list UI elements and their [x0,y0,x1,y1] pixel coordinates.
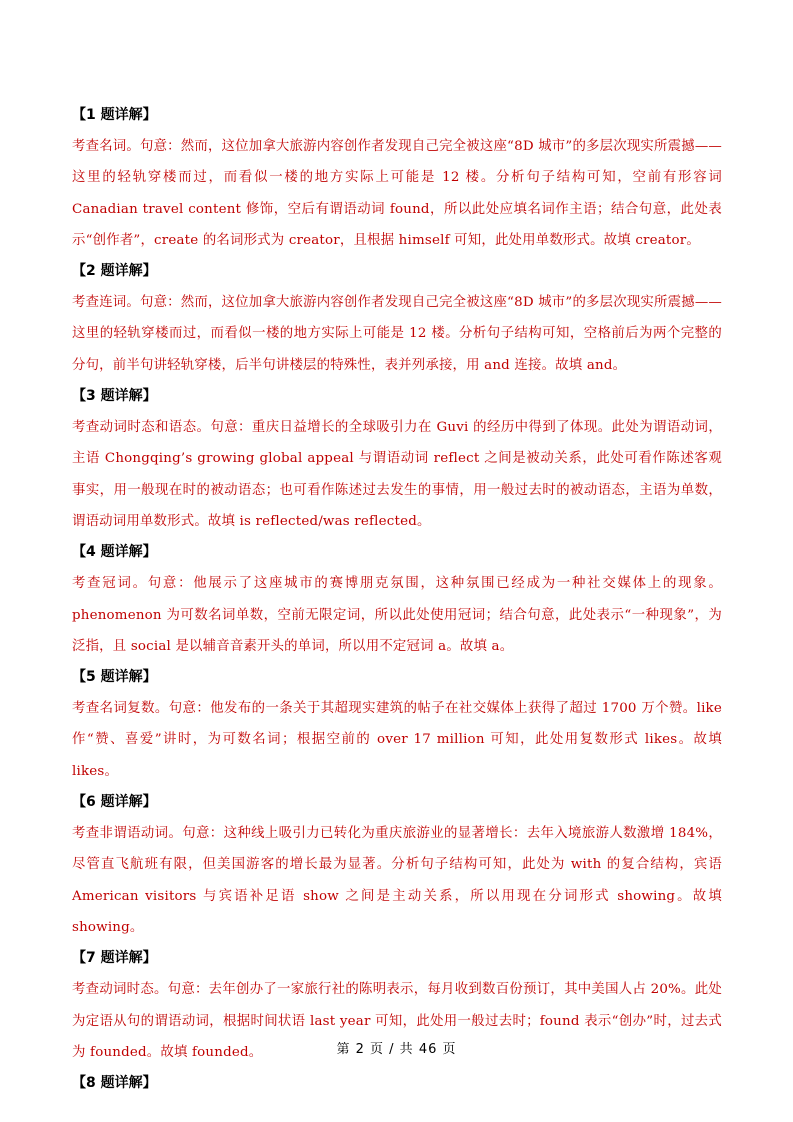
section-heading-2: 【2 题详解】 [72,263,157,280]
page-number: 第 2 页 / 共 46 页 [336,1042,457,1057]
section-text-6: 考查非谓语动词。句意：这种线上吸引力已转化为重庆旅游业的显著增长：去年入境旅游人数激增 184%，尽管直飞航班有限，但美国游客的增长最为显著。分析句子结构可知，此处为 with 的复合结构，宾语 American visitors 与宾语补足语 show 之间是主动关系，所以用现在分词形式 showing。故填 showing。 [72,826,722,935]
section-text-5: 考查名词复数。句意：他发布的一条关于其超现实建筑的帖子在社交媒体上获得了超过 1700 万个赞。like 作“赞、喜爱”讲时，为可数名词；根据空前的 over 17 million 可知，此处用复数形式 likes。故填 likes。 [72,701,722,779]
section-heading-4: 【4 题详解】 [72,544,157,561]
section-heading-5: 【5 题详解】 [72,669,157,686]
section-heading-1: 【1 题详解】 [72,107,157,123]
section-text-7: 考查动词时态。句意：去年创办了一家旅行社的陈明表示，每月收到数百份预订，其中美国人占 20%。此处为定语从句的谓语动词，根据时间状语 last year 可知，此处用一般过去时；found 表示“创办”时，过去式为 founded。故填 founded。 [72,982,722,1060]
section-text-1: 考查名词。句意：然而，这位加拿大旅游内容创作者发现自己完全被这座“8D 城市”的多层次现实所震撼——这里的轻轨穿楼而过，而看似一楼的地方实际上可能是 12 楼。分析句子结构可知，空前有形容词 Canadian travel content 修饰，空后有谓语动词 found，所以此处应填名词作主语；结合句意，此处表示“创作者”，create 的名词形式为 creator，且根据 himself 可知，此处用单数形式。故填 creator。 [72,139,722,248]
document-body [72,100,722,1099]
section-text-3: 考查动词时态和语态。句意：重庆日益增长的全球吸引力在 Guvi 的经历中得到了体现。此处为谓语动词，主语 Chongqing’s growing global appeal 与谓语动词 reflect 之间是被动关系，此处可看作陈述客观事实，用一般现在时的被动语态；也可看作陈述过去发生的事情，用一般过去时的被动语态，主语为单数，谓语动词用单数形式。故填 is reflected/was reflected。 [72,420,722,529]
section-heading-3: 【3 题详解】 [72,388,157,405]
section-text-4: 考查冠词。句意：他展示了这座城市的赛博朋克氛围，这种氛围已经成为一种社交媒体上的现象。phenomenon 为可数名词单数，空前无限定词，所以此处使用冠词；结合句意，此处表示“一种现象”，为泛指，且 social 是以辅音音素开头的单词，所以用不定冠词 a。故填 a。 [72,576,722,654]
section-heading-8: 【8 题详解】 [72,1075,157,1092]
section-text-2: 考查连词。句意：然而，这位加拿大旅游内容创作者发现自己完全被这座“8D 城市”的多层次现实所震撼——这里的轻轨穿楼而过，而看似一楼的地方实际上可能是 12 楼。分析句子结构可知，空格前后为两个完整的分句，前半句讲轻轨穿楼，后半句讲楼层的特殊性，表并列承接，用 and 连接。故填 and。 [72,295,722,373]
section-heading-7: 【7 题详解】 [72,950,157,967]
section-heading-6: 【6 题详解】 [72,794,157,811]
